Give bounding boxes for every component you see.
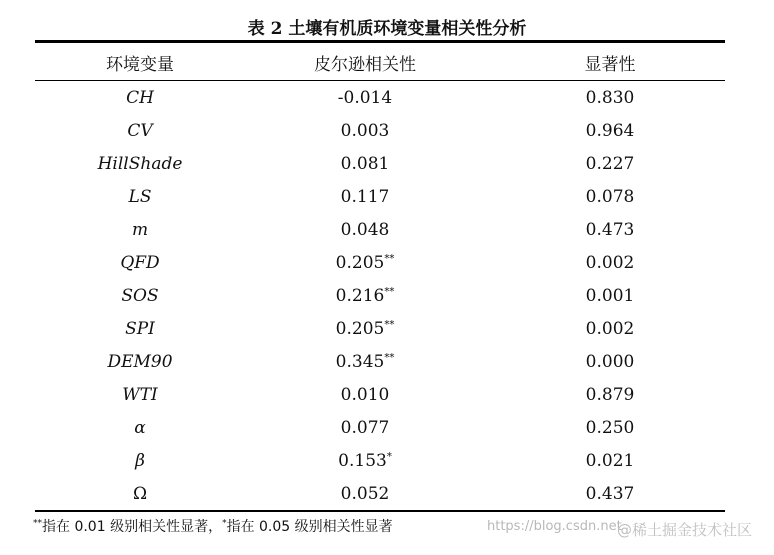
significance-mark: ** bbox=[384, 253, 395, 265]
significance-mark: ** bbox=[384, 319, 395, 331]
pearson-value: 0.345 bbox=[335, 352, 385, 372]
pearson-cell bbox=[235, 154, 495, 174]
pearson-cell bbox=[235, 418, 495, 438]
pearson-cell bbox=[235, 220, 495, 240]
pearson-cell bbox=[235, 451, 495, 471]
significance-cell: 0.000 bbox=[585, 352, 635, 372]
table-row bbox=[35, 251, 725, 284]
significance-cell: 0.879 bbox=[585, 385, 635, 405]
pearson-value: 0.010 bbox=[340, 385, 390, 405]
table-row bbox=[35, 449, 725, 482]
significance-cell: 0.002 bbox=[585, 319, 635, 339]
pearson-cell bbox=[235, 187, 495, 207]
table-header bbox=[35, 50, 725, 74]
table-top-rule bbox=[35, 40, 725, 43]
pearson-value: -0.014 bbox=[337, 88, 393, 108]
variable-cell: CV bbox=[127, 121, 153, 141]
pearson-cell bbox=[235, 286, 495, 306]
pearson-cell bbox=[235, 352, 495, 372]
variable-cell: m bbox=[131, 220, 149, 240]
significance-cell: 0.002 bbox=[585, 253, 635, 273]
table-row bbox=[35, 152, 725, 185]
variable-cell: SPI bbox=[125, 319, 155, 339]
footnote-text-1: 指在 0.01 级别相关性显著， bbox=[42, 519, 223, 535]
variable-cell: WTI bbox=[122, 385, 158, 405]
variable-cell: CH bbox=[126, 88, 154, 108]
pearson-cell bbox=[235, 319, 495, 339]
variable-cell: DEM90 bbox=[107, 352, 173, 372]
significance-cell: 0.964 bbox=[585, 121, 635, 141]
significance-cell: 0.227 bbox=[585, 154, 635, 174]
table-row bbox=[35, 350, 725, 383]
pearson-value: 0.003 bbox=[340, 121, 390, 141]
footnote-mark-2: * bbox=[222, 518, 227, 529]
pearson-value: 0.048 bbox=[340, 220, 390, 240]
significance-cell: 0.250 bbox=[585, 418, 635, 438]
variable-cell: Ω bbox=[132, 484, 148, 504]
pearson-cell bbox=[235, 121, 495, 141]
table-row bbox=[35, 416, 725, 449]
significance-mark: ** bbox=[384, 286, 395, 298]
table-title: 表 2 土壤有机质环境变量相关性分析 bbox=[247, 19, 527, 39]
pearson-value: 0.052 bbox=[340, 484, 390, 504]
table-row bbox=[35, 317, 725, 350]
variable-cell: α bbox=[134, 418, 146, 438]
pearson-value: 0.081 bbox=[340, 154, 390, 174]
pearson-value: 0.205 bbox=[335, 319, 385, 339]
significance-mark: * bbox=[386, 451, 392, 463]
variable-cell: LS bbox=[128, 187, 152, 207]
significance-mark: ** bbox=[384, 352, 395, 364]
table-bottom-rule bbox=[35, 510, 725, 512]
footnote-text-2: 指在 0.05 级别相关性显著 bbox=[226, 519, 393, 535]
table-row bbox=[35, 218, 725, 251]
significance-cell: 0.473 bbox=[585, 220, 635, 240]
pearson-value: 0.216 bbox=[335, 286, 385, 306]
footnote-mark-1: ** bbox=[33, 518, 42, 529]
variable-cell: SOS bbox=[121, 286, 159, 306]
header-variable: 环境变量 bbox=[106, 55, 174, 75]
significance-cell: 0.078 bbox=[585, 187, 635, 207]
pearson-cell bbox=[235, 385, 495, 405]
watermark-url: https://blog.csdn.net bbox=[487, 519, 622, 534]
pearson-cell bbox=[235, 484, 495, 504]
table-row bbox=[35, 119, 725, 152]
table-footnote bbox=[33, 516, 393, 536]
header-significance: 显著性 bbox=[584, 55, 636, 75]
pearson-cell bbox=[235, 88, 495, 108]
significance-cell: 0.001 bbox=[585, 286, 635, 306]
table-header-rule bbox=[35, 80, 725, 81]
header-pearson: 皮尔逊相关性 bbox=[314, 55, 416, 75]
table-body bbox=[35, 86, 725, 515]
pearson-value: 0.205 bbox=[335, 253, 385, 273]
significance-cell: 0.437 bbox=[585, 484, 635, 504]
pearson-value: 0.117 bbox=[340, 187, 390, 207]
pearson-value: 0.153 bbox=[338, 451, 387, 471]
table-row bbox=[35, 383, 725, 416]
table-row bbox=[35, 185, 725, 218]
pearson-value: 0.077 bbox=[340, 418, 390, 438]
variable-cell: β bbox=[135, 451, 145, 471]
variable-cell: HillShade bbox=[97, 154, 183, 174]
significance-cell: 0.021 bbox=[585, 451, 635, 471]
pearson-cell bbox=[235, 253, 495, 273]
variable-cell: QFD bbox=[120, 253, 160, 273]
watermark-logo: @稀土掘金技术社区 bbox=[617, 521, 753, 539]
table-row bbox=[35, 86, 725, 119]
table-row bbox=[35, 284, 725, 317]
significance-cell: 0.830 bbox=[585, 88, 635, 108]
